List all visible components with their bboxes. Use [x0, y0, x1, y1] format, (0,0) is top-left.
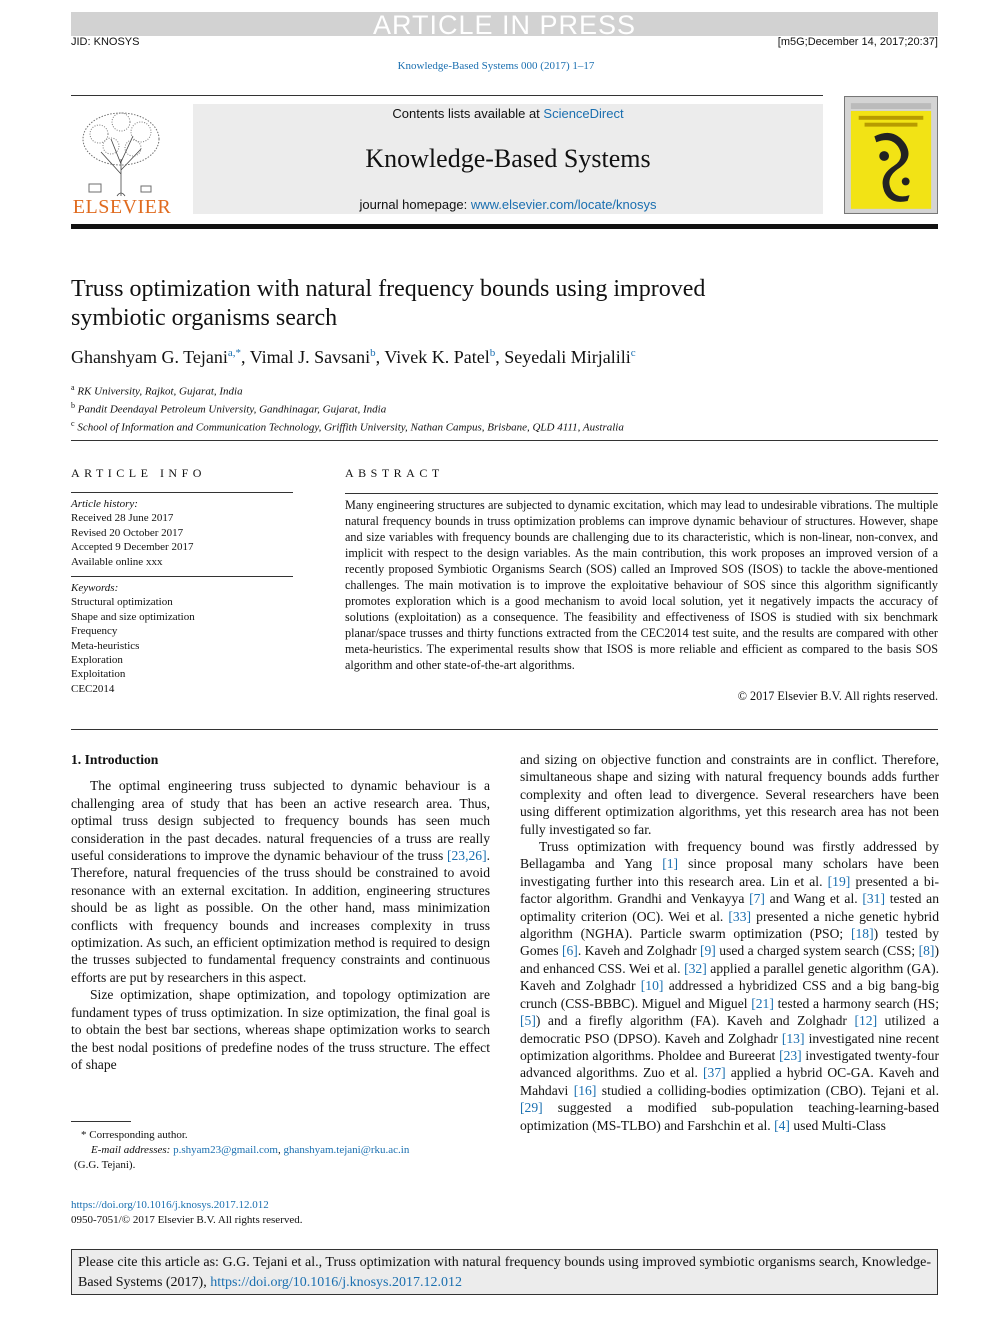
citation-link[interactable]: [33] — [728, 908, 752, 924]
paragraph: and sizing on objective function and constraints are in conflict. Therefore, simultaneous shape and sizing with natural frequency bounds adds further complexity and often lead to divergence. Several researchers have been using different optimization algorithms, yet this research area has not been fully investigated so far. — [520, 752, 939, 837]
affiliation-ref[interactable]: a,* — [227, 347, 242, 359]
affiliation-item: $^b$ Pandit Deendayal Petroleum University, Gandhinagar, Gujarat, India — [71, 401, 387, 416]
issn-line: 0950-7051/© 2017 Elsevier B.V. All rights reserved. — [71, 1213, 303, 1226]
citation-link[interactable]: [16] — [573, 1082, 597, 1098]
citation-link[interactable]: [12] — [854, 1013, 878, 1029]
article-in-press-banner: ARTICLE IN PRESS — [71, 12, 938, 36]
section-rule — [71, 440, 938, 441]
citation-link[interactable]: [18] — [850, 926, 874, 942]
body-column-left — [71, 751, 490, 1073]
keyword: Exploration — [71, 654, 123, 667]
citation-link[interactable]: [31] — [862, 891, 885, 907]
citation-link[interactable]: [19] — [827, 873, 851, 889]
citation-link[interactable]: [1] — [662, 856, 679, 872]
affiliation-item: $^a$ RK University, Rajkot, Gujarat, India — [71, 383, 243, 398]
keyword: CEC2014 — [71, 682, 115, 695]
citation-link[interactable]: [5] — [520, 1013, 536, 1029]
citation-box: Please cite this article as: G.G. Tejani et al., Truss optimization with natural frequency bounds using improved symbiotic organisms search, Knowledge-Based Systems (2017), https://doi.org/10.1016/j.knosys.2017.12.012 — [71, 1249, 938, 1295]
doi-link[interactable]: https://doi.org/10.1016/j.knosys.2017.12.012 — [71, 1199, 269, 1211]
abstract-rule — [345, 493, 938, 494]
journal-reference[interactable]: Knowledge-Based Systems 000 (2017) 1–17 — [397, 60, 595, 72]
article-info-heading: ARTICLE INFO — [71, 466, 206, 480]
abstract-text: Many engineering structures are subjected to dynamic excitation, which may lead to undesirable vibrations. The multiple natural frequency bounds in truss optimization problems can improve dynamic behaviour of structures. However, shape and size variables with frequency bounds are challenging due to its characteristic, which is non-linear, non-convex, and implicit with respect to the design variables. As the main contribution, this work proposes an improved version of a recently proposed Symbiotic Organisms Search (SOS) called an Improved SOS (ISOS) to tackle the above-mentioned challenges. The main motivation is to improve the exploitative behaviour of SOS since this algorithm significantly promotes exploration which is a good mechanism to avoid local solution, yet it negatively impacts the accuracy of solutions (exploitation) as a consequence. The feasibility and effectiveness of ISOS is studied with six benchmark planar/space trusses and thirty functions extracted from the CEC2014 test suite, and the results are compared with other meta-heuristics. The experimental results show that ISOS is more reliable and efficient as compared to the basis SOS algorithm and other state-of-the-art algorithms. — [345, 498, 938, 672]
author-name: Ghanshyam G. Tejani — [71, 347, 228, 367]
email-link[interactable]: p.shyam23@gmail.com — [173, 1144, 278, 1156]
homepage-link[interactable]: www.elsevier.com/locate/knosys — [470, 197, 657, 212]
jid-label: JID: KNOSYS — [71, 36, 140, 48]
header-thick-rule — [71, 224, 938, 229]
citation-link[interactable]: [7] — [749, 891, 765, 907]
author-name: Vimal J. Savsani — [249, 347, 371, 367]
email-link[interactable]: ghanshyam.tejani@rku.ac.in — [283, 1144, 410, 1156]
cite-doi-link[interactable]: https://doi.org/10.1016/j.knosys.2017.12.012 — [210, 1275, 462, 1290]
keyword: Exploitation — [71, 668, 126, 681]
sciencedirect-link[interactable]: ScienceDirect — [543, 106, 624, 121]
history-item: Revised 20 October 2017 — [71, 526, 184, 539]
doi-block — [71, 1198, 303, 1227]
copyright-line: © 2017 Elsevier B.V. All rights reserved. — [737, 689, 938, 703]
body-column-right — [520, 751, 939, 1134]
journal-homepage: journal homepage: www.elsevier.com/locate/knosys — [359, 197, 657, 212]
citation-link[interactable]: [23] — [779, 1047, 802, 1063]
elsevier-wordmark: ELSEVIER — [72, 196, 172, 218]
paragraph: The optimal engineering truss subjected to dynamic behaviour is a challenging area of study that has been an active research area. Thus, optimal truss design subjected to frequency bounds has seen much consideration in the past decades. natural frequencies of a truss are really useful considerations to improve the dynamic behaviour of the truss [23,26]. Therefore, natural frequencies of the truss should be constrained to avoid resonance with an external excitation. In addition, engineering structures should be as light as possible. On the other hand, mass minimization conflicts with frequency bounds and increases complexity in truss optimization. As such, an efficient optimization method is required to design the trusses subjected to fundamental frequency constraints and continuous efforts are put by researchers in this aspect. — [71, 778, 490, 985]
affiliation-item: $^c$ School of Information and Communication Technology, Griffith University, Nathan Campus, Brisbane, QLD 4111, Australia — [71, 419, 624, 434]
history-item: Accepted 9 December 2017 — [71, 541, 194, 554]
citation-link[interactable]: [10] — [640, 978, 664, 994]
footnote-rule — [71, 1121, 131, 1122]
contents-line: Contents lists available at ScienceDirect — [392, 106, 624, 121]
affiliation-list — [71, 381, 624, 435]
abstract-heading: ABSTRACT — [345, 466, 444, 480]
citation-link[interactable]: [37] — [703, 1065, 726, 1081]
keyword: Frequency — [71, 625, 118, 638]
section-heading: 1. Introduction — [71, 752, 159, 767]
citation-link[interactable]: [6] — [561, 943, 578, 959]
citation-link[interactable]: [29] — [520, 1100, 543, 1116]
paragraph: Truss optimization with frequency bound was firstly addressed by Bellagamba and Yang [1] since proposal many scholars have been investigating further into this research area. Lin et al. [19] presented a bi-factor algorithm. Grandhi and Venkayya [7] and Wang et al. [31] tested an optimality criterion (OC). Wei et al. [33] presented a niche genetic hybrid algorithm (NGHA). Particle swarm optimization (PSO; [18]) tested by Gomes [6]. Kaveh and Zolghadr [9] used a charged system search (CSS; [8]) and enhanced CSS. Wei et al. [32] applied a parallel genetic algorithm (GA). Kaveh and Zolghadr [10] addressed a hybridized CSS and a big bang-big crunch (CSS-BBBC). Miguel and Miguel [21] tested a harmony search (HS; [5]) and a firefly algorithm (FA). Kaveh and Zolghadr [12] utilized a democratic PSO (DPSO). Kaveh and Zolghadr [13] investigated nine recent optimization algorithms. Pholdee and Bureerat [23] investigated twenty-four advanced algorithms. Zuo et al. [37] applied a hybrid OC-GA. Kaveh and Mahdavi [16] studied a colliding-bodies optimization (CBO). Tejani et al. [29] suggested a modified sub-population teaching-learning-based optimization (MS-TLBO) and Farshchin et al. [4] used Multi-Class — [520, 839, 940, 1133]
citation-link[interactable]: [32] — [684, 960, 707, 976]
journal-masthead — [193, 104, 823, 214]
author-list: Ghanshyam G. Tejani$^{a,*}$, Vimal J. Savsani$^b$, Vivek K. Patel$^b$, Seyedali Mirjalili$^c$ — [71, 347, 636, 367]
corresponding-ref[interactable]: * — [235, 347, 242, 359]
header-rule — [71, 95, 823, 96]
history-item: Received 28 June 2017 — [71, 512, 174, 525]
author-name: Seyedali Mirjalili — [504, 347, 631, 367]
keywords-rule — [71, 576, 293, 577]
build-stamp: [m5G;December 14, 2017;20:37] — [777, 36, 938, 48]
keyword: Meta-heuristics — [71, 639, 140, 652]
affiliation-ref[interactable]: b — [370, 347, 376, 359]
history-item: Available online xxx — [71, 555, 163, 568]
citation-link[interactable]: [4] — [774, 1117, 790, 1133]
article-title: Truss optimization with natural frequency bounds using improved symbiotic organisms search — [71, 276, 706, 331]
citation-link[interactable]: [9] — [699, 943, 716, 959]
section-rule — [71, 729, 938, 730]
footnote: * Corresponding author. E-mail addresses: p.shyam23@gmail.com, ghanshyam.tejani@rku.ac.in (G.G. Tejani). — [74, 1129, 410, 1171]
article-info-rule — [71, 492, 293, 493]
keywords-list: Keywords: Structural optimization Shape and size optimization Frequency Meta-heuristics Exploration Exploitation CEC2014 — [71, 582, 195, 695]
affiliation-ref[interactable]: c — [630, 347, 636, 359]
journal-title: Knowledge-Based Systems — [365, 144, 651, 173]
citation-link[interactable]: [23,26] — [446, 848, 487, 864]
journal-cover-image — [844, 96, 938, 214]
footnote-star: * — [81, 1129, 87, 1141]
keyword: Structural optimization — [71, 596, 173, 609]
affiliation-ref[interactable]: b — [489, 347, 496, 359]
citation-link[interactable]: [21] — [751, 995, 774, 1011]
keyword: Shape and size optimization — [71, 610, 195, 623]
paragraph: Size optimization, shape optimization, and topology optimization are fundament types of truss optimization. In size optimization, the final goal is to obtain the best bar sections, whereas shape optimization works to search the best nodal positions of predefine nodes of the truss structure. The effect of shape — [71, 987, 490, 1072]
citation-link[interactable]: [13] — [781, 1030, 805, 1046]
citation-link[interactable]: [8] — [918, 943, 935, 959]
article-history: Article history: Received 28 June 2017 Revised 20 October 2017 Accepted 9 December 2017 Available online xxx — [71, 498, 194, 568]
author-name: Vivek K. Patel — [384, 347, 490, 367]
